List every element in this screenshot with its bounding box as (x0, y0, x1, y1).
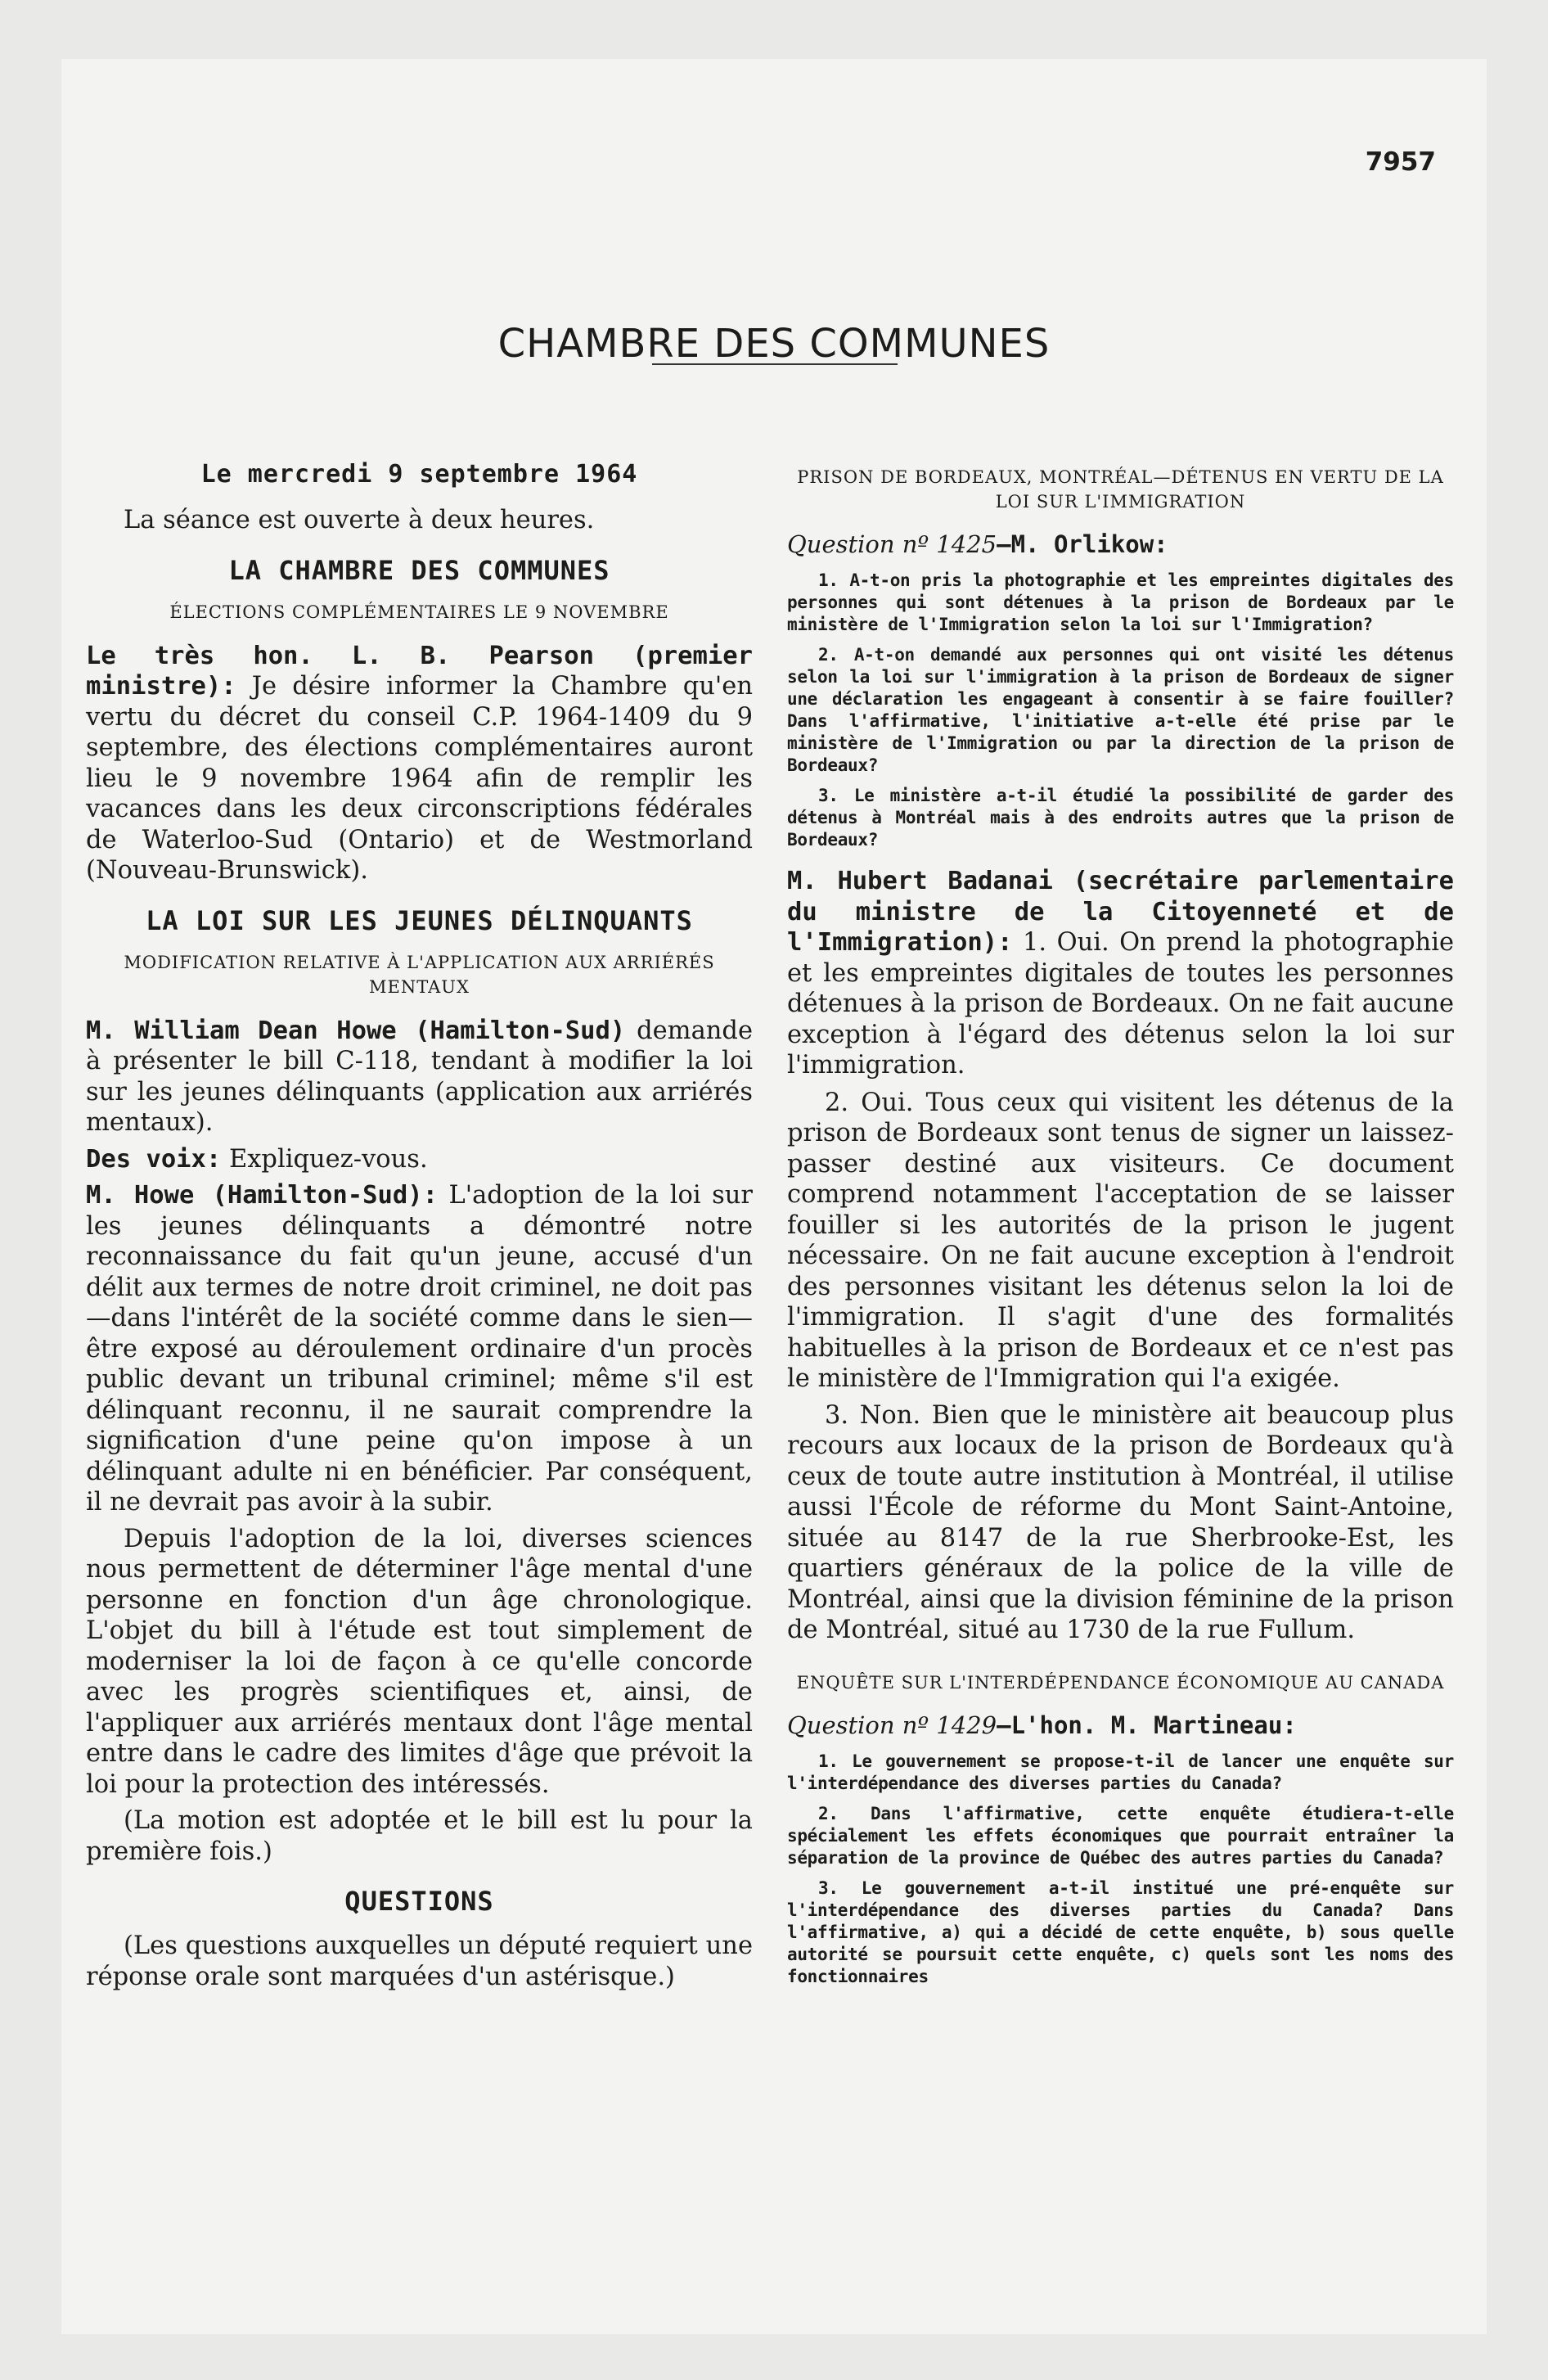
answer-2-paragraph: 2. Oui. Tous ceux qui visitent les détenus de la prison de Bordeaux sont tenus de signer un laissez-passer destiné aux visiteurs. Ce document comprend notamment l'acceptation de se laisser fouiller si les autorités de la prison le jugent nécessaire. On ne fait aucune exception à l'endroit des personnes visitant les détenus selon la loi de l'immigration. Il s'agit d'une des formalités habituelles à la prison de Bordeaux et ce n'est pas le ministère de l'Immigration qui l'a exigée. (787, 1088, 1454, 1393)
opening-line: La séance est ouverte à deux heures. (124, 506, 595, 534)
question-1429-item: 3. Le gouvernement a-t-il institué une pré-enquête sur l'interdépendance des diverses parties du Canada? Dans l'affirmative, a) qui a décidé de cette enquête, b) sous quelle autorité se poursuit cette enquête, c) quels sont les noms des fonctionnaires (787, 1877, 1454, 1986)
page-number: 7957 (1365, 147, 1436, 177)
howe2-text: L'adoption de la loi sur les jeunes délinquants a démontré notre reconnaissance du fait qu'un jeune, accusé d'un délit aux termes de notre droit criminel, ne doit pas—dans l'intérêt de la société comme dans le sien—être exposé au déroulement ordinaire d'un procès public devant un tribunal criminel; même s'il est délinquant reconnu, il ne saurait comprendre la signification d'une peine qu'on impose à un délinquant adulte ni en bénéficier. Par conséquent, il ne devrait pas avoir à la subir. (86, 1181, 753, 1517)
right-column (787, 460, 1454, 1996)
questions-note: (Les questions auxquelles un député requiert une réponse orale sont marquées d'un astérisque.) (86, 1931, 753, 1991)
section-subtitle-modification: MODIFICATION RELATIVE À L'APPLICATION AUX ARRIÉRÉS MENTAUX (124, 952, 715, 997)
section-subtitle-elections: ÉLECTIONS COMPLÉMENTAIRES LE 9 NOVEMBRE (169, 602, 669, 622)
motion-paragraph: (La motion est adoptée et le bill est lu pour la première fois.) (86, 1806, 753, 1866)
section-title-questions: QUESTIONS (344, 1886, 494, 1917)
question-1429-item: 1. Le gouvernement se propose-t-il de lancer une enquête sur l'interdépendance des diverses parties du Canada? (787, 1751, 1454, 1793)
masthead-title: CHAMBRE DES COMMUNES (497, 321, 1051, 367)
question-1429-item: 2. Dans l'affirmative, cette enquête étudiera-t-elle spécialement les effets économiques que pourrait entraîner la séparation de la province de Québec des autres parties du Canada? (787, 1803, 1454, 1868)
section-title-prison-bordeaux: PRISON DE BORDEAUX, MONTRÉAL—DÉTENUS EN VERTU DE LA LOI SUR L'IMMIGRATION (797, 467, 1444, 512)
question-1425-line (787, 530, 1454, 558)
answer-3-paragraph: 3. Non. Bien que le ministère ait beaucoup plus recours aux locaux de la prison de Bordeaux qu'à ceux de toute autre institution à Montréal, il utilise aussi l'École de réforme du Mont Saint-Antoine, située au 8147 de la rue Sherbrooke-Est, les quartiers généraux de la police de la ville de Montréal, ainsi que la division féminine de la prison de Montréal, situé au 1730 de la rue Fullum. (787, 1400, 1454, 1644)
speaker-badanai: M. Hubert Badanai (secrétaire parlementaire du ministre de la Citoyenneté et de l'Immigration): (787, 867, 1454, 957)
question-1429-member: —L'hon. M. Martineau: (997, 1711, 1297, 1739)
howe2-paragraph-2: Depuis l'adoption de la loi, diverses sciences nous permettent de déterminer l'âge mental d'une personne en fonction d'un âge chronologique. L'objet du bill à l'étude est tout simplement de moderniser la loi de façon à ce qu'elle concorde avec les progrès scientifiques et, ainsi, de l'appliquer aux arriérés mentaux dont l'âge mental entre dans le cadre des limites d'âge que prévoit la loi pour la protection des intéressés. (86, 1524, 753, 1799)
section-title-interdependance: ENQUÊTE SUR L'INTERDÉPENDANCE ÉCONOMIQUE AU CANADA (796, 1672, 1445, 1693)
left-column (86, 460, 753, 1998)
voices-paragraph (86, 1144, 753, 1175)
speaker-howe: M. William Dean Howe (Hamilton-Sud) (86, 1016, 626, 1045)
howe2-paragraph (86, 1180, 753, 1518)
section-title-chambre: LA CHAMBRE DES COMMUNES (228, 554, 610, 586)
voices-text: Expliquez-vous. (221, 1144, 428, 1174)
question-1429-label: Question nº 1429 (787, 1711, 997, 1739)
howe-paragraph (86, 1016, 753, 1138)
question-1429-line (787, 1711, 1454, 1739)
question-1425-item: 2. A-t-on demandé aux personnes qui ont visité les détenus selon la loi sur l'immigration à la prison de Bordeaux de signer une déclaration les engageant à consentir à se faire fouiller? Dans l'affirmative, l'initiative a-t-elle été prise par le ministère de l'Immigration ou par la direction de la prison de Bordeaux? (787, 645, 1454, 775)
title-rule (652, 363, 898, 365)
speaker-howe-2: M. Howe (Hamilton-Sud): (86, 1181, 438, 1210)
pearson-paragraph (86, 641, 753, 886)
sitting-date: Le mercredi 9 septembre 1964 (200, 460, 638, 489)
howe-text: demande à présenter le bill C-118, tendant à modifier la loi sur les jeunes délinquants (application aux arriérés mentaux). (86, 1016, 753, 1137)
speaker-voices: Des voix: (86, 1144, 222, 1174)
pearson-text: Je désire informer la Chambre qu'en vertu du décret du conseil C.P. 1964-1409 du 9 septembre, des élections complémentaires auront lieu le 9 novembre 1964 afin de remplir les vacances dans les deux circonscriptions fédérales de Waterloo-Sud (Ontario) et de Westmorland (Nouveau-Brunswick). (86, 672, 753, 885)
badanai-text: 1. Oui. On prend la photographie et les empreintes digitales de toutes les personnes détenues à la prison de Bordeaux. On ne fait aucune exception à l'égard des détenus selon la loi sur l'immigration. (787, 928, 1454, 1080)
page (61, 59, 1487, 2334)
question-1425-item: 1. A-t-on pris la photographie et les empreintes digitales des personnes qui sont détenues à la prison de Bordeaux par le ministère de l'Immigration selon la loi sur l'Immigration? (787, 570, 1454, 634)
speaker-pearson: Le très hon. L. B. Pearson (premier ministre): (86, 641, 753, 701)
question-1425-item: 3. Le ministère a-t-il étudié la possibilité de garder des détenus à Montréal mais à des endroits autres que la prison de Bordeaux? (787, 786, 1454, 850)
section-title-jeunes-delinquants: LA LOI SUR LES JEUNES DÉLINQUANTS (146, 904, 693, 936)
question-1425-member: —M. Orlikow: (997, 530, 1168, 558)
badanai-paragraph (787, 866, 1454, 1081)
question-1425-label: Question nº 1425 (787, 530, 997, 558)
